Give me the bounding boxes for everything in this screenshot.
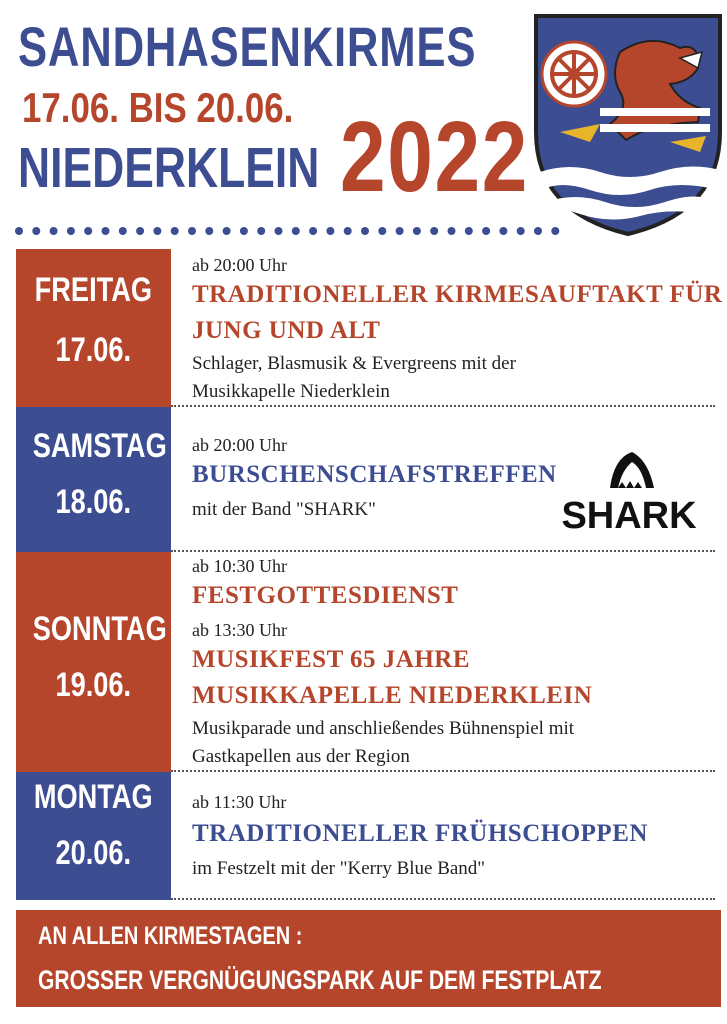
divider-dot <box>119 227 127 235</box>
separator <box>171 898 715 900</box>
event-time: ab 11:30 Uhr <box>192 792 287 812</box>
divider-dot <box>275 227 283 235</box>
divider-dot <box>32 227 40 235</box>
divider-dot <box>292 227 300 235</box>
day-name: SONNTAG <box>32 610 167 648</box>
event-headline: TRADITIONELLER KIRMESAUFTAKT FÜR <box>192 281 723 308</box>
event-time: ab 10:30 Uhr <box>192 556 287 576</box>
day-box-monday <box>16 772 171 900</box>
divider-dot <box>102 227 110 235</box>
event-description: mit der Band "SHARK" <box>192 499 376 520</box>
day-date: 17.06. <box>55 331 132 369</box>
day-date: 19.06. <box>55 666 132 704</box>
divider-dot <box>430 227 438 235</box>
divider-dot <box>84 227 92 235</box>
divider-dot <box>205 227 213 235</box>
day-name: MONTAG <box>34 778 153 816</box>
event-description: Musikkapelle Niederklein <box>192 381 390 402</box>
divider-dot <box>378 227 386 235</box>
divider-dot <box>50 227 58 235</box>
divider-dot <box>517 227 525 235</box>
divider-dot <box>153 227 161 235</box>
divider-dot <box>67 227 75 235</box>
event-headline: JUNG UND ALT <box>192 317 381 344</box>
divider-dot <box>171 227 179 235</box>
divider-dot <box>326 227 334 235</box>
day-friday <box>0 249 727 407</box>
event-description: Schlager, Blasmusik & Evergreens mit der <box>192 353 516 374</box>
divider-dot <box>482 227 490 235</box>
event-place: NIEDERKLEIN <box>18 136 320 200</box>
event-description: Musikparade und anschließendes Bühnenspiel mit <box>192 718 575 739</box>
divider-dot <box>465 227 473 235</box>
event-dates: 17.06. BIS 20.06. <box>22 84 294 131</box>
day-date: 20.06. <box>55 834 132 872</box>
event-headline: BURSCHENSCHAFSTREFFEN <box>192 461 557 488</box>
day-sunday <box>0 552 727 772</box>
poster-title: SANDHASENKIRMES <box>18 15 477 78</box>
divider-dot <box>448 227 456 235</box>
divider-dot <box>309 227 317 235</box>
divider-dot <box>396 227 404 235</box>
divider-dot <box>188 227 196 235</box>
day-box-friday <box>16 249 171 407</box>
shark-band-logo <box>554 448 704 532</box>
divider-dot <box>223 227 231 235</box>
divider-dot <box>15 227 23 235</box>
footer-line-2: GROSSER VERGNÜGUNGSPARK AUF DEM FESTPLATZ <box>38 965 602 995</box>
footer-banner <box>16 910 721 1007</box>
coat-of-arms-icon <box>530 12 726 238</box>
day-monday <box>0 772 727 900</box>
event-time: ab 20:00 Uhr <box>192 255 287 275</box>
divider-dot <box>551 227 559 235</box>
day-box-sunday <box>16 552 171 772</box>
divider-dot <box>344 227 352 235</box>
shark-logo-text: SHARK <box>561 495 697 532</box>
divider-dot <box>413 227 421 235</box>
day-name: FREITAG <box>34 271 153 309</box>
day-date: 18.06. <box>55 483 132 521</box>
event-time: ab 20:00 Uhr <box>192 435 287 455</box>
divider-dot <box>136 227 144 235</box>
event-headline: FESTGOTTESDIENST <box>192 582 459 609</box>
event-time: ab 13:30 Uhr <box>192 620 287 640</box>
dotted-divider <box>14 226 564 236</box>
divider-dot <box>240 227 248 235</box>
day-name: SAMSTAG <box>32 427 167 465</box>
day-box-saturday <box>16 407 171 552</box>
divider-dot <box>534 227 542 235</box>
footer-line-1: AN ALLEN KIRMESTAGEN : <box>38 922 303 950</box>
event-headline: MUSIKKAPELLE NIEDERKLEIN <box>192 682 593 709</box>
event-headline: MUSIKFEST 65 JAHRE <box>192 646 471 673</box>
event-description: im Festzelt mit der "Kerry Blue Band" <box>192 858 486 879</box>
divider-dot <box>361 227 369 235</box>
event-year: 2022 <box>340 101 529 213</box>
event-description: Gastkapellen aus der Region <box>192 746 410 767</box>
divider-dot <box>499 227 507 235</box>
event-headline: TRADITIONELLER FRÜHSCHOPPEN <box>192 820 648 847</box>
divider-dot <box>257 227 265 235</box>
